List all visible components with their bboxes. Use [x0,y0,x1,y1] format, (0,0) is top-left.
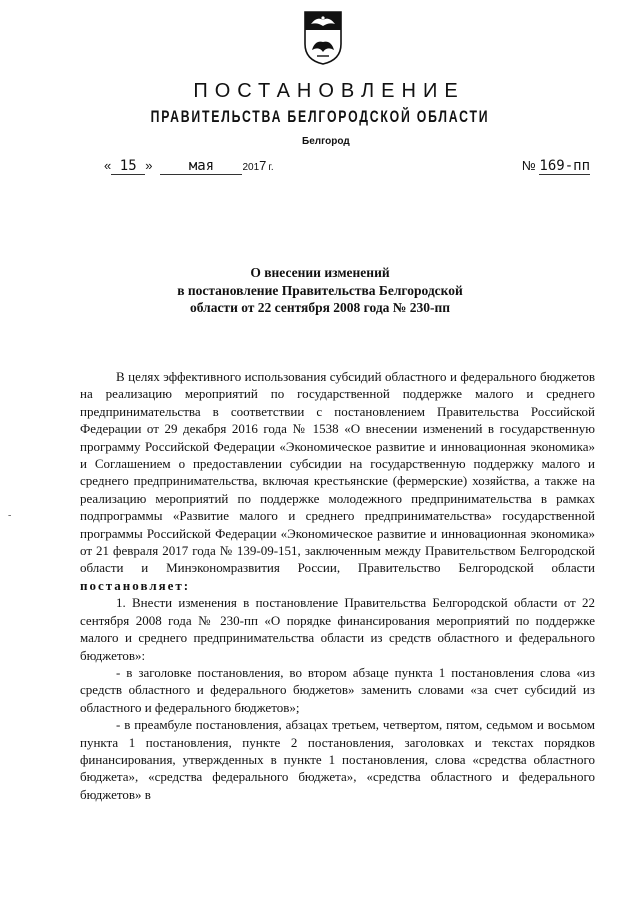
paragraph-item-1-sub-2: - в преамбуле постановления, абзацах третьем, четвертом, пятом, седьмом и восьмом пункта 1 постановления, пункте 2 постановления, заголовках и текстах порядков финансирования, утвержденных в пункте 1 постановления, слова «средства областного бюджета», «средства федерального бюджета», «средства областного и федерального бюджетов» в [80,717,595,802]
date-day: 15 [111,158,145,175]
issuing-authority: ПРАВИТЕЛЬСТВА БЕЛГОРОДСКОЙ ОБЛАСТИ [150,107,490,126]
resolution-body [80,368,595,803]
margin-mark: - [8,510,12,521]
title-line-1: О внесении изменений [250,265,390,280]
resolves-keyword: постановляет: [80,577,191,593]
preamble-text: В целях эффективного использования субсидий областного и федерального бюджетов на реализацию мероприятий по государственной поддержке малого и среднего предпринимательства в соответствии с постановлением Правительства Российской Федерации от 29 декабря 2016 года № 1538 «О внесении изменений в государственную программу Российской Федерации «Экономическое развитие и инновационная экономика» и Соглашением о предоставлении субсидии на государственную поддержку малого и среднего предпринимательства, включая крестьянские (фермерские) хозяйства, а также на реализацию мероприятий по поддержке молодежного предпринимательства в рамках подпрограммы «Развитие малого и среднего предпринимательства» государственной программы Российской Федерации «Экономическое развитие и инновационная экономика» от 21 февраля 2017 года № 139-09-151, заключенным между Правительством Белгородской области и Минэкономразвития России, Правительство Белгородской области [80,369,595,576]
document-date [104,158,274,175]
city-name: Белгород [302,136,350,147]
date-year-unit: г. [268,162,274,173]
date-month: мая [160,158,242,175]
date-close-quote: » [145,158,153,173]
document-number [522,158,590,174]
number-value: 169-пп [539,158,590,174]
number-label: № [521,158,536,173]
date-open-quote: « [104,158,112,173]
belgorod-coat-of-arms-icon [303,10,343,66]
resolution-title [0,264,640,317]
title-line-3: области от 22 сентября 2008 года № 230-пп [189,300,451,315]
document-type-title: ПОСТАНОВЛЕНИЕ [193,80,465,102]
date-year-prefix: 201 [242,162,260,173]
paragraph-item-1: 1. Внести изменения в постановление Правительства Белгородской области от 22 сентября 2008 года № 230-пп «О порядке финансирования мероприятий по поддержке малого и среднего предпринимательства области из средств областного и федерального бюджетов»: [80,595,595,663]
paragraph-item-1-sub-1: - в заголовке постановления, во втором абзаце пункта 1 постановления слова «из средств областного и федерального бюджетов» заменить словами «за счет субсидий из областного и федерального бюджетов»; [80,664,595,715]
title-line-2: в постановление Правительства Белгородской [177,282,463,298]
date-year-suffix: 7 [259,158,267,173]
paragraph-preamble [80,368,595,594]
